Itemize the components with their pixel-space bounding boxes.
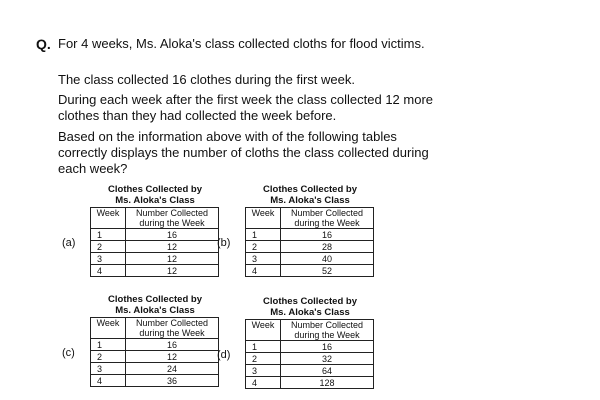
option-b-table — [245, 207, 374, 277]
option-c-label: (c) — [62, 347, 75, 359]
table-row: 1 16 — [246, 341, 374, 353]
question-paragraph-4: Based on the information above with of the following tables correctly displays the number of cloths the class collected during each week? — [58, 129, 429, 176]
table-row: 4 12 — [91, 265, 219, 277]
col-number-header: Number Collected during the Week — [126, 318, 219, 339]
question-paragraph-2: The class collected 16 clothes during the first week. — [58, 72, 355, 87]
table-row: 1 16 — [91, 339, 219, 351]
col-number-header: Number Collected during the Week — [281, 320, 374, 341]
table-row: 2 12 — [91, 351, 219, 363]
table-row: 2 28 — [246, 241, 374, 253]
option-a-label: (a) — [62, 237, 76, 249]
option-c-caption: Clothes Collected by Ms. Aloka's Class — [108, 294, 202, 316]
question-label: Q. — [36, 36, 51, 52]
option-d-caption: Clothes Collected by Ms. Aloka's Class — [263, 296, 357, 318]
col-week-header: Week — [246, 320, 281, 341]
col-week-header: Week — [91, 318, 126, 339]
question-paragraph-1: For 4 weeks, Ms. Aloka's class collected cloths for flood victims. — [58, 36, 425, 51]
option-a-table — [90, 207, 219, 277]
table-row: 2 32 — [246, 353, 374, 365]
table-row: 3 24 — [91, 363, 219, 375]
col-number-header: Number Collected during the Week — [281, 208, 374, 229]
option-b-caption: Clothes Collected by Ms. Aloka's Class — [263, 184, 357, 206]
option-a-caption: Clothes Collected by Ms. Aloka's Class — [108, 184, 202, 206]
table-row: 4 128 — [246, 377, 374, 389]
table-row: 4 36 — [91, 375, 219, 387]
col-number-header: Number Collected during the Week — [126, 208, 219, 229]
table-row: 1 16 — [91, 229, 219, 241]
option-c-table — [90, 317, 219, 387]
col-week-header: Week — [91, 208, 126, 229]
col-week-header: Week — [246, 208, 281, 229]
option-d-table — [245, 319, 374, 389]
question-paragraph-3: During each week after the first week the class collected 12 more clothes than they had collected the week before. — [58, 92, 434, 123]
table-row: 3 64 — [246, 365, 374, 377]
table-row: 4 52 — [246, 265, 374, 277]
table-row: 2 12 — [91, 241, 219, 253]
table-row: 3 12 — [91, 253, 219, 265]
option-d-label: (d) — [217, 349, 231, 361]
table-row: 1 16 — [246, 229, 374, 241]
table-row: 3 40 — [246, 253, 374, 265]
option-b-label: (b) — [217, 237, 231, 249]
